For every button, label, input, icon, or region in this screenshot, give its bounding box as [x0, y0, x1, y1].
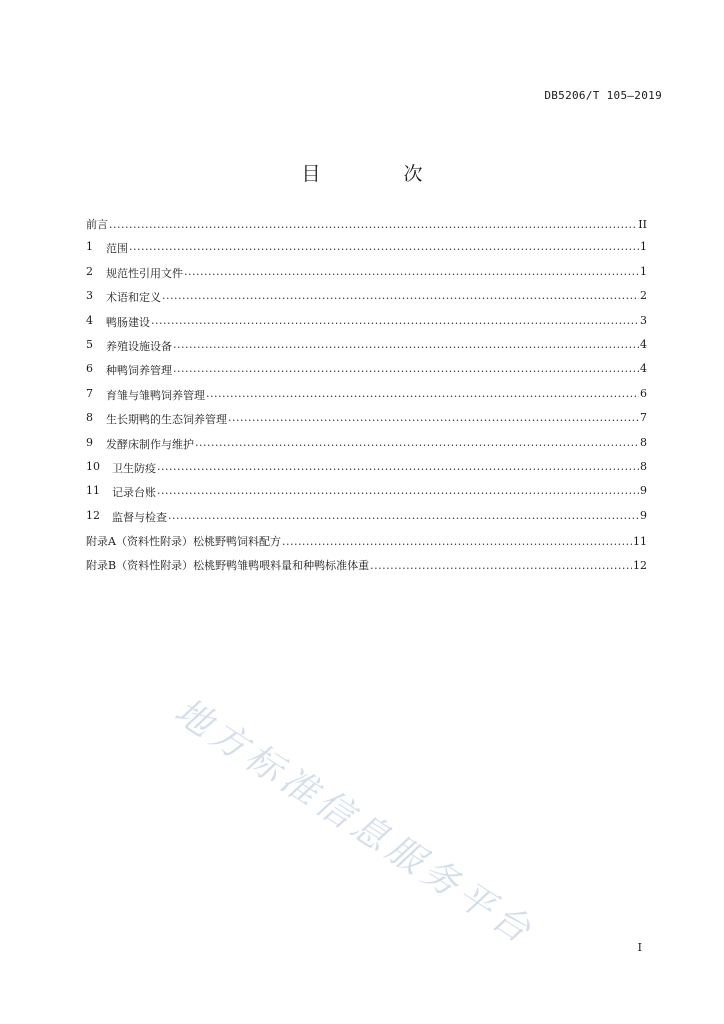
toc-entry[interactable]: [86, 216, 647, 240]
toc-entry-text: 附录B（资料性附录）松桃野鸭雏鸭喂料量和种鸭标准体重: [86, 559, 370, 573]
document-code: DB5206/T 105—2019: [544, 89, 662, 102]
toc-entry-page: 1: [640, 264, 647, 278]
toc-entry-number: 5: [86, 337, 93, 351]
toc-entry[interactable]: [86, 314, 647, 338]
toc-entry-text: 规范性引用文件: [106, 266, 183, 280]
toc-entry[interactable]: [86, 362, 647, 386]
toc-entry-label: [86, 314, 150, 330]
toc-entry-label: [86, 216, 108, 232]
toc-dot-leader: [173, 362, 639, 375]
toc-entry[interactable]: [86, 289, 647, 313]
toc-entry-text: 附录A（资料性附录）松桃野鸭饲料配方: [86, 535, 281, 549]
toc-entry[interactable]: [86, 387, 647, 411]
toc-dot-leader: [184, 265, 639, 278]
toc-entry-text: 种鸭饲养管理: [106, 364, 172, 378]
table-of-contents: [86, 216, 647, 582]
toc-entry-text: 育雏与雏鸭饲养管理: [106, 388, 205, 402]
toc-entry-page: 4: [640, 337, 647, 351]
toc-entry-label: [86, 265, 183, 281]
toc-entry-label: [86, 411, 227, 427]
toc-entry-text: 卫生防疫: [112, 461, 156, 475]
toc-entry[interactable]: [86, 265, 647, 289]
toc-entry-label: [86, 509, 167, 525]
toc-entry-number: 4: [86, 313, 93, 327]
toc-entry-text: 生长期鸭的生态饲养管理: [106, 413, 227, 427]
toc-entry-number: 2: [86, 264, 93, 278]
toc-dot-leader: [162, 289, 639, 302]
toc-dot-leader: [109, 218, 637, 231]
toc-entry[interactable]: [86, 411, 647, 435]
toc-entry[interactable]: [86, 240, 647, 264]
toc-entry[interactable]: [86, 460, 647, 484]
toc-entry-page: 9: [640, 484, 647, 498]
toc-entry-number: 12: [86, 508, 100, 522]
toc-dot-leader: [129, 240, 639, 253]
toc-entry-number: 9: [86, 435, 93, 449]
toc-entry-number: 1: [86, 240, 93, 254]
toc-dot-leader: [151, 314, 639, 327]
toc-entry-text: 发酵床制作与维护: [106, 437, 194, 451]
toc-title: 目 次: [301, 163, 455, 185]
toc-entry-label: [86, 362, 172, 378]
toc-entry-text: 范围: [106, 242, 128, 256]
toc-entry-page: 9: [640, 508, 647, 522]
toc-entry-number: 6: [86, 362, 93, 376]
toc-entry-label: [86, 240, 128, 256]
toc-entry[interactable]: [86, 338, 647, 362]
toc-entry-page: 7: [640, 411, 647, 425]
toc-entry-page: 8: [640, 435, 647, 449]
toc-entry-text: 监督与检查: [112, 510, 167, 524]
toc-entry-page: 12: [633, 559, 647, 573]
toc-dot-leader: [228, 411, 639, 424]
toc-entry[interactable]: [86, 533, 647, 557]
toc-entry-page: 3: [640, 313, 647, 327]
toc-entry-page: 4: [640, 362, 647, 376]
toc-entry-number: 3: [86, 289, 93, 303]
toc-entry-label: [86, 460, 156, 476]
watermark: 地方标准信息服务平台: [167, 690, 542, 954]
toc-entry-label: [86, 533, 281, 549]
toc-dot-leader: [157, 484, 639, 497]
toc-dot-leader: [168, 509, 639, 522]
toc-entry-text: 鸭肠建设: [106, 315, 150, 329]
toc-entry-page: 2: [640, 289, 647, 303]
toc-entry[interactable]: [86, 436, 647, 460]
toc-entry-number: 11: [86, 484, 100, 498]
toc-dot-leader: [282, 535, 632, 548]
toc-entry-page: 1: [640, 240, 647, 254]
toc-entry-text: 术语和定义: [106, 291, 161, 305]
toc-dot-leader: [157, 460, 639, 473]
page-number: I: [637, 941, 642, 954]
toc-dot-leader: [173, 338, 639, 351]
toc-entry[interactable]: [86, 557, 647, 581]
toc-entry-label: [86, 289, 161, 305]
toc-entry-number: 7: [86, 386, 93, 400]
toc-entry-label: [86, 387, 205, 403]
toc-entry-text: 记录台账: [112, 486, 156, 500]
toc-entry-page: 8: [640, 459, 647, 473]
toc-entry-label: [86, 557, 369, 573]
toc-entry-label: [86, 338, 172, 354]
toc-entry-number: 10: [86, 459, 100, 473]
toc-entry-label: [86, 484, 156, 500]
toc-entry[interactable]: [86, 484, 647, 508]
toc-entry-page: II: [638, 218, 647, 231]
toc-dot-leader: [206, 387, 639, 400]
toc-entry-text: 前言: [86, 218, 108, 231]
toc-entry-label: [86, 436, 194, 452]
toc-entry-page: 6: [640, 386, 647, 400]
toc-entry-page: 11: [633, 535, 647, 549]
toc-entry-number: 8: [86, 411, 93, 425]
toc-entry-text: 养殖设施设备: [106, 339, 172, 353]
toc-dot-leader: [195, 436, 639, 449]
toc-dot-leader: [370, 559, 632, 572]
toc-entry[interactable]: [86, 509, 647, 533]
